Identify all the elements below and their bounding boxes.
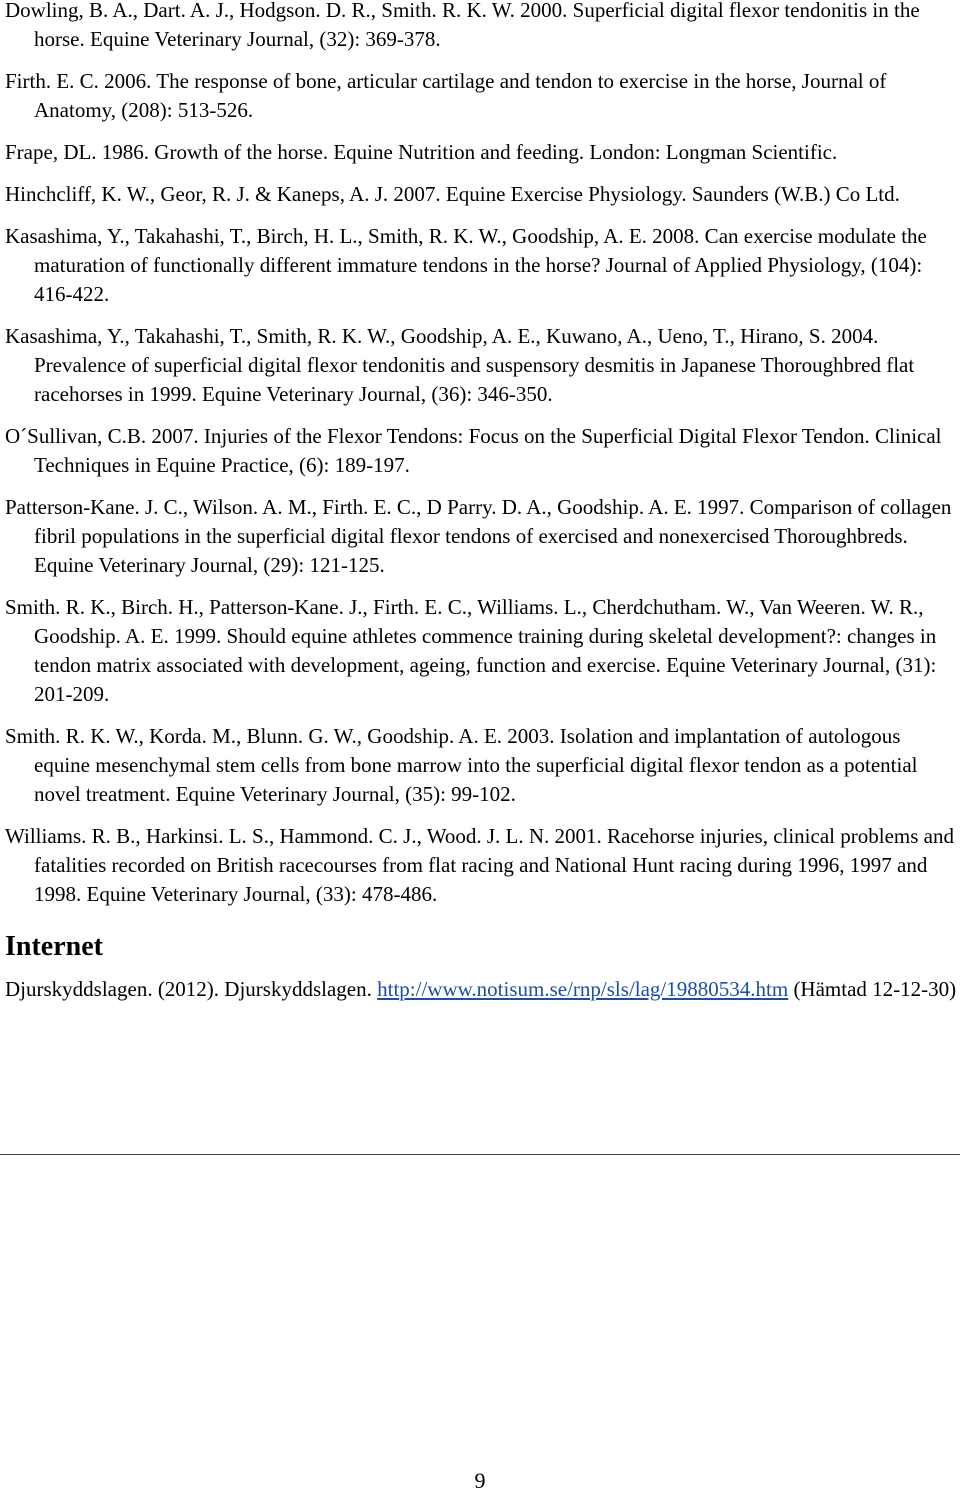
reference-kasashima-2004: Kasashima, Y., Takahashi, T., Smith, R. K. W., Goodship, A. E., Kuwano, A., Ueno, T., Hirano, S. 2004. Prevalence of superficial digital flexor tendonitis and suspensory desmitis in Japanese Thoroughbred flat racehorses in 1999. Equine Veterinary Journal, (36): 346-350. [5, 324, 915, 406]
section-divider [0, 1154, 960, 1155]
reference-kasashima-2008: Kasashima, Y., Takahashi, T., Birch, H. L., Smith, R. K. W., Goodship, A. E. 2008. Can exercise modulate the maturation of functionally different immature tendons in the horse? Journal of Applied Physiology, (104): 416-422. [5, 224, 927, 306]
reference-list [5, 0, 957, 1017]
reference-osullivan-2007: O´Sullivan, C.B. 2007. Injuries of the Flexor Tendons: Focus on the Superficial Digital Flexor Tendon. Clinical Techniques in Equine Practice, (6): 189-197. [5, 424, 942, 477]
reference-djurskyddslagen-2012 [5, 975, 957, 1004]
internet-heading: Internet [5, 931, 103, 962]
reference-smith-2003: Smith. R. K. W., Korda. M., Blunn. G. W., Goodship. A. E. 2003. Isolation and implantation of autologous equine mesenchymal stem cells from bone marrow into the superficial digital flexor tendon as a potential novel treatment. Equine Veterinary Journal, (35): 99-102. [5, 724, 918, 806]
reference-djurskyddslagen-link[interactable]: http://www.notisum.se/rnp/sls/lag/19880534.htm [377, 977, 789, 1001]
reference-djurskyddslagen-prefix: Djurskyddslagen. (2012). Djurskyddslagen. [5, 977, 378, 1001]
reference-williams-2001: Williams. R. B., Harkinsi. L. S., Hammond. C. J., Wood. J. L. N. 2001. Racehorse injuries, clinical problems and fatalities recorded on British racecourses from flat racing and National Hunt racing during 1996, 1997 and 1998. Equine Veterinary Journal, (33): 478-486. [5, 824, 954, 906]
reference-patterson-kane-1997: Patterson-Kane. J. C., Wilson. A. M., Firth. E. C., D Parry. D. A., Goodship. A. E. 1997. Comparison of collagen fibril populations in the superficial digital flexor tendons of exercised and nonexercised Thoroughbreds. Equine Veterinary Journal, (29): 121-125. [5, 495, 952, 577]
reference-frape-1986: Frape, DL. 1986. Growth of the horse. Equine Nutrition and feeding. London: Longman Scientific. [5, 140, 838, 164]
page-number: 9 [474, 1468, 486, 1493]
reference-smith-1999: Smith. R. K., Birch. H., Patterson-Kane. J., Firth. E. C., Williams. L., Cherdchutham. W., Van Weeren. W. R., Goodship. A. E. 1999. Should equine athletes commence training during skeletal development?: changes in tendon matrix associated with development, ageing, function and exercise. Equine Veterinary Journal, (31): 201-209. [5, 595, 937, 706]
reference-hinchcliff-2007: Hinchcliff, K. W., Geor, R. J. & Kaneps, A. J. 2007. Equine Exercise Physiology. Saunders (W.B.) Co Ltd. [5, 182, 900, 206]
reference-dowling-2000: Dowling, B. A., Dart. A. J., Hodgson. D. R., Smith. R. K. W. 2000. Superficial digital flexor tendonitis in the horse. Equine Veterinary Journal, (32): 369-378. [5, 0, 920, 51]
reference-firth-2006: Firth. E. C. 2006. The response of bone, articular cartilage and tendon to exercise in the horse, Journal of Anatomy, (208): 513-526. [5, 69, 887, 122]
reference-djurskyddslagen-retrieved: (Hämtad 12-12-30) [793, 977, 957, 1001]
